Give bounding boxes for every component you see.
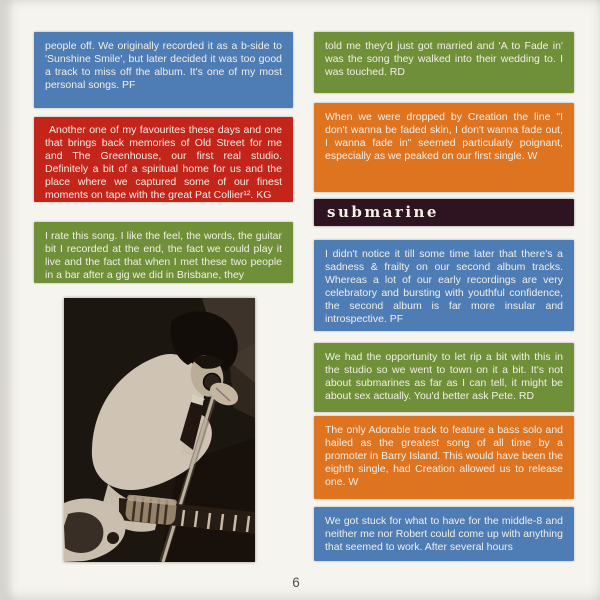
quote-block-right-6: We got stuck for what to have for the middle-8 and neither me nor Robert could come up with anything that seemed to work. After several hours [314,507,574,561]
quote-block-left-1: people off. We originally recorded it as a b-side to 'Sunshine Smile', but later decided it was too good a track to miss off the album. It's one of my most personal songs. PF [34,32,293,108]
quote-block-right-1: told me they'd just got married and 'A to Fade in' was the song they walked into their wedding to. I was touched. RD [314,32,574,93]
section-title-submarine: submarine [314,199,574,226]
quote-block-right-3: I didn't notice it till some time later that there's a sadness & frailty on our second album tracks. Whereas a lot of our early recordings are very celebratory and bursting with youthful confidence, the second album is far more insular and introspective. PF [314,240,574,331]
quote-block-right-4: We had the opportunity to let rip a bit with this in the studio so we went to town on it a bit. It's not about submarines as far as I can tell, it might be about sex actually. You'd better ask Pete. RD [314,343,574,412]
singer-photo [64,298,255,562]
scan-gutter-shadow [0,0,14,600]
quote-block-right-5: The only Adorable track to feature a bass solo and hailed as the greatest song of all time by a promoter in Barry Island. This would have been the eighth single, had Creation allowed us to release one. W [314,416,574,499]
page-number: 6 [292,575,300,590]
quote-block-right-2: When we were dropped by Creation the line "I don't wanna be faded skin, I don't wanna fade out, I wanna fade in" seemed particularly poignant, especially as we peaked on our first single. W [314,103,574,192]
quote-block-left-2: Another one of my favourites these days and one that brings back memories of Old Street for me and The Greenhouse, our first real studio. Definitely a bit of a spiritual home for us and the place where we captured some of our finest moments on tape with the great Pat Collier¹². KG [34,117,293,202]
singer-photo-illustration [64,298,255,562]
quote-block-left-3: I rate this song. I like the feel, the words, the guitar bit I recorded at the end, the fact we could play it live and the fact that when I met these two people in a bar after a gig we did in Brisbane, they [34,222,293,283]
